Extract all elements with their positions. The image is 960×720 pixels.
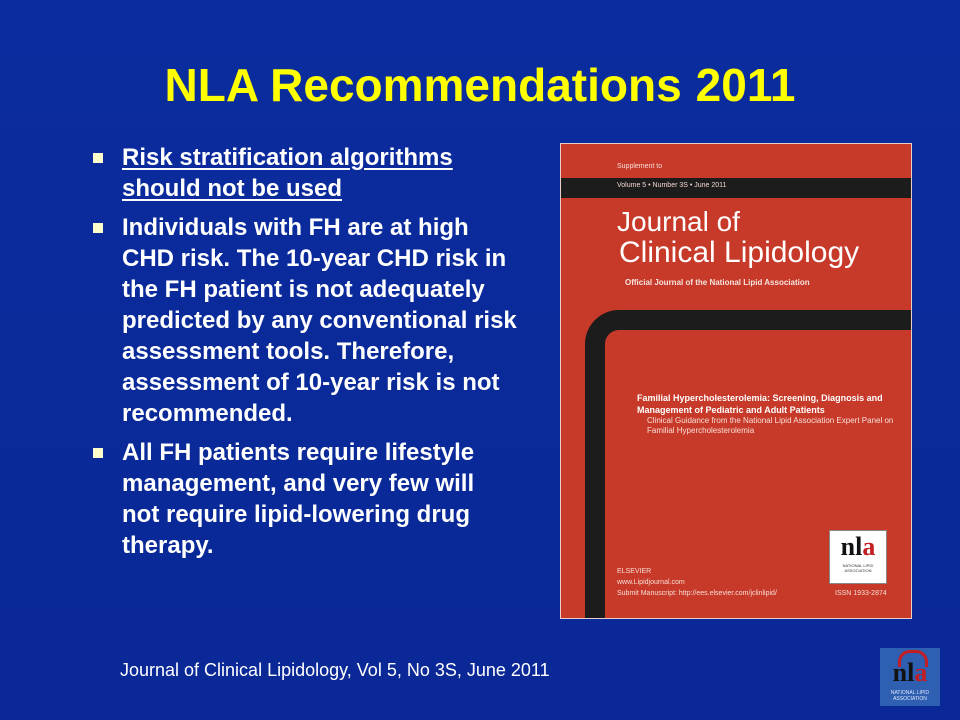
bullet-text: All FH patients require lifestyle management, and very few will not require lipid-lowering drug therapy. bbox=[122, 439, 475, 559]
slide-title-year: 2011 bbox=[695, 59, 796, 111]
bullet-item bbox=[88, 437, 518, 561]
cover-website: www.Lipidjournal.com bbox=[617, 579, 685, 586]
nla-logo-sub: NATIONAL LIPID ASSOCIATION bbox=[842, 563, 874, 573]
slide-title bbox=[0, 58, 960, 112]
cover-issn: ISSN 1933-2874 bbox=[835, 590, 887, 597]
cover-official: Official Journal of the National Lipid Association bbox=[625, 278, 810, 287]
cover-article-subtitle: Clinical Guidance from the National Lipid Association Expert Panel on Familial Hypercholesterolemia bbox=[647, 416, 894, 435]
citation: Journal of Clinical Lipidology, Vol 5, No 3S, June 2011 bbox=[120, 660, 550, 680]
cover-title-line2: Clinical Lipidology bbox=[619, 236, 860, 269]
bullet-text: Risk stratification algorithms should not be used bbox=[122, 144, 453, 202]
bullet-square-icon bbox=[93, 153, 103, 163]
bullet-text: Individuals with FH are at high CHD risk. The 10-year CHD risk in the FH patient is not adequately predicted by any conventional risk assessment tools. Therefore, assessment of 10-year risk is not recommended. bbox=[122, 214, 517, 427]
nla-corner-sub: NATIONAL LIPID ASSOCIATION bbox=[890, 690, 930, 702]
cover-title-line1: Journal of bbox=[617, 206, 740, 237]
cover-publisher: ELSEVIER bbox=[617, 568, 652, 575]
nla-corner-text: nla bbox=[892, 658, 928, 687]
slide-title-text: NLA Recommendations bbox=[164, 59, 682, 111]
cover-publisher-block bbox=[617, 566, 777, 599]
journal-cover-image bbox=[560, 143, 912, 619]
cover-top-band bbox=[561, 178, 911, 198]
cover-article-title: Familial Hypercholesterolemia: Screening, Diagnosis and Management of Pediatric and Adult Patients bbox=[637, 393, 883, 415]
cover-supplement: Supplement to bbox=[617, 163, 663, 170]
bullet-item bbox=[88, 142, 518, 204]
bullet-list bbox=[88, 142, 518, 569]
nla-corner-logo bbox=[880, 648, 940, 706]
bullet-square-icon bbox=[93, 448, 103, 458]
nla-logo-text: nla bbox=[840, 532, 876, 561]
bullet-item bbox=[88, 212, 518, 429]
cover-submit: Submit Manuscript: http://ees.elsevier.com/jclinlipid/ bbox=[617, 590, 777, 597]
bullet-square-icon bbox=[93, 223, 103, 233]
cover-volume: Volume 5 • Number 3S • June 2011 bbox=[617, 182, 727, 189]
nla-logo bbox=[829, 530, 887, 584]
